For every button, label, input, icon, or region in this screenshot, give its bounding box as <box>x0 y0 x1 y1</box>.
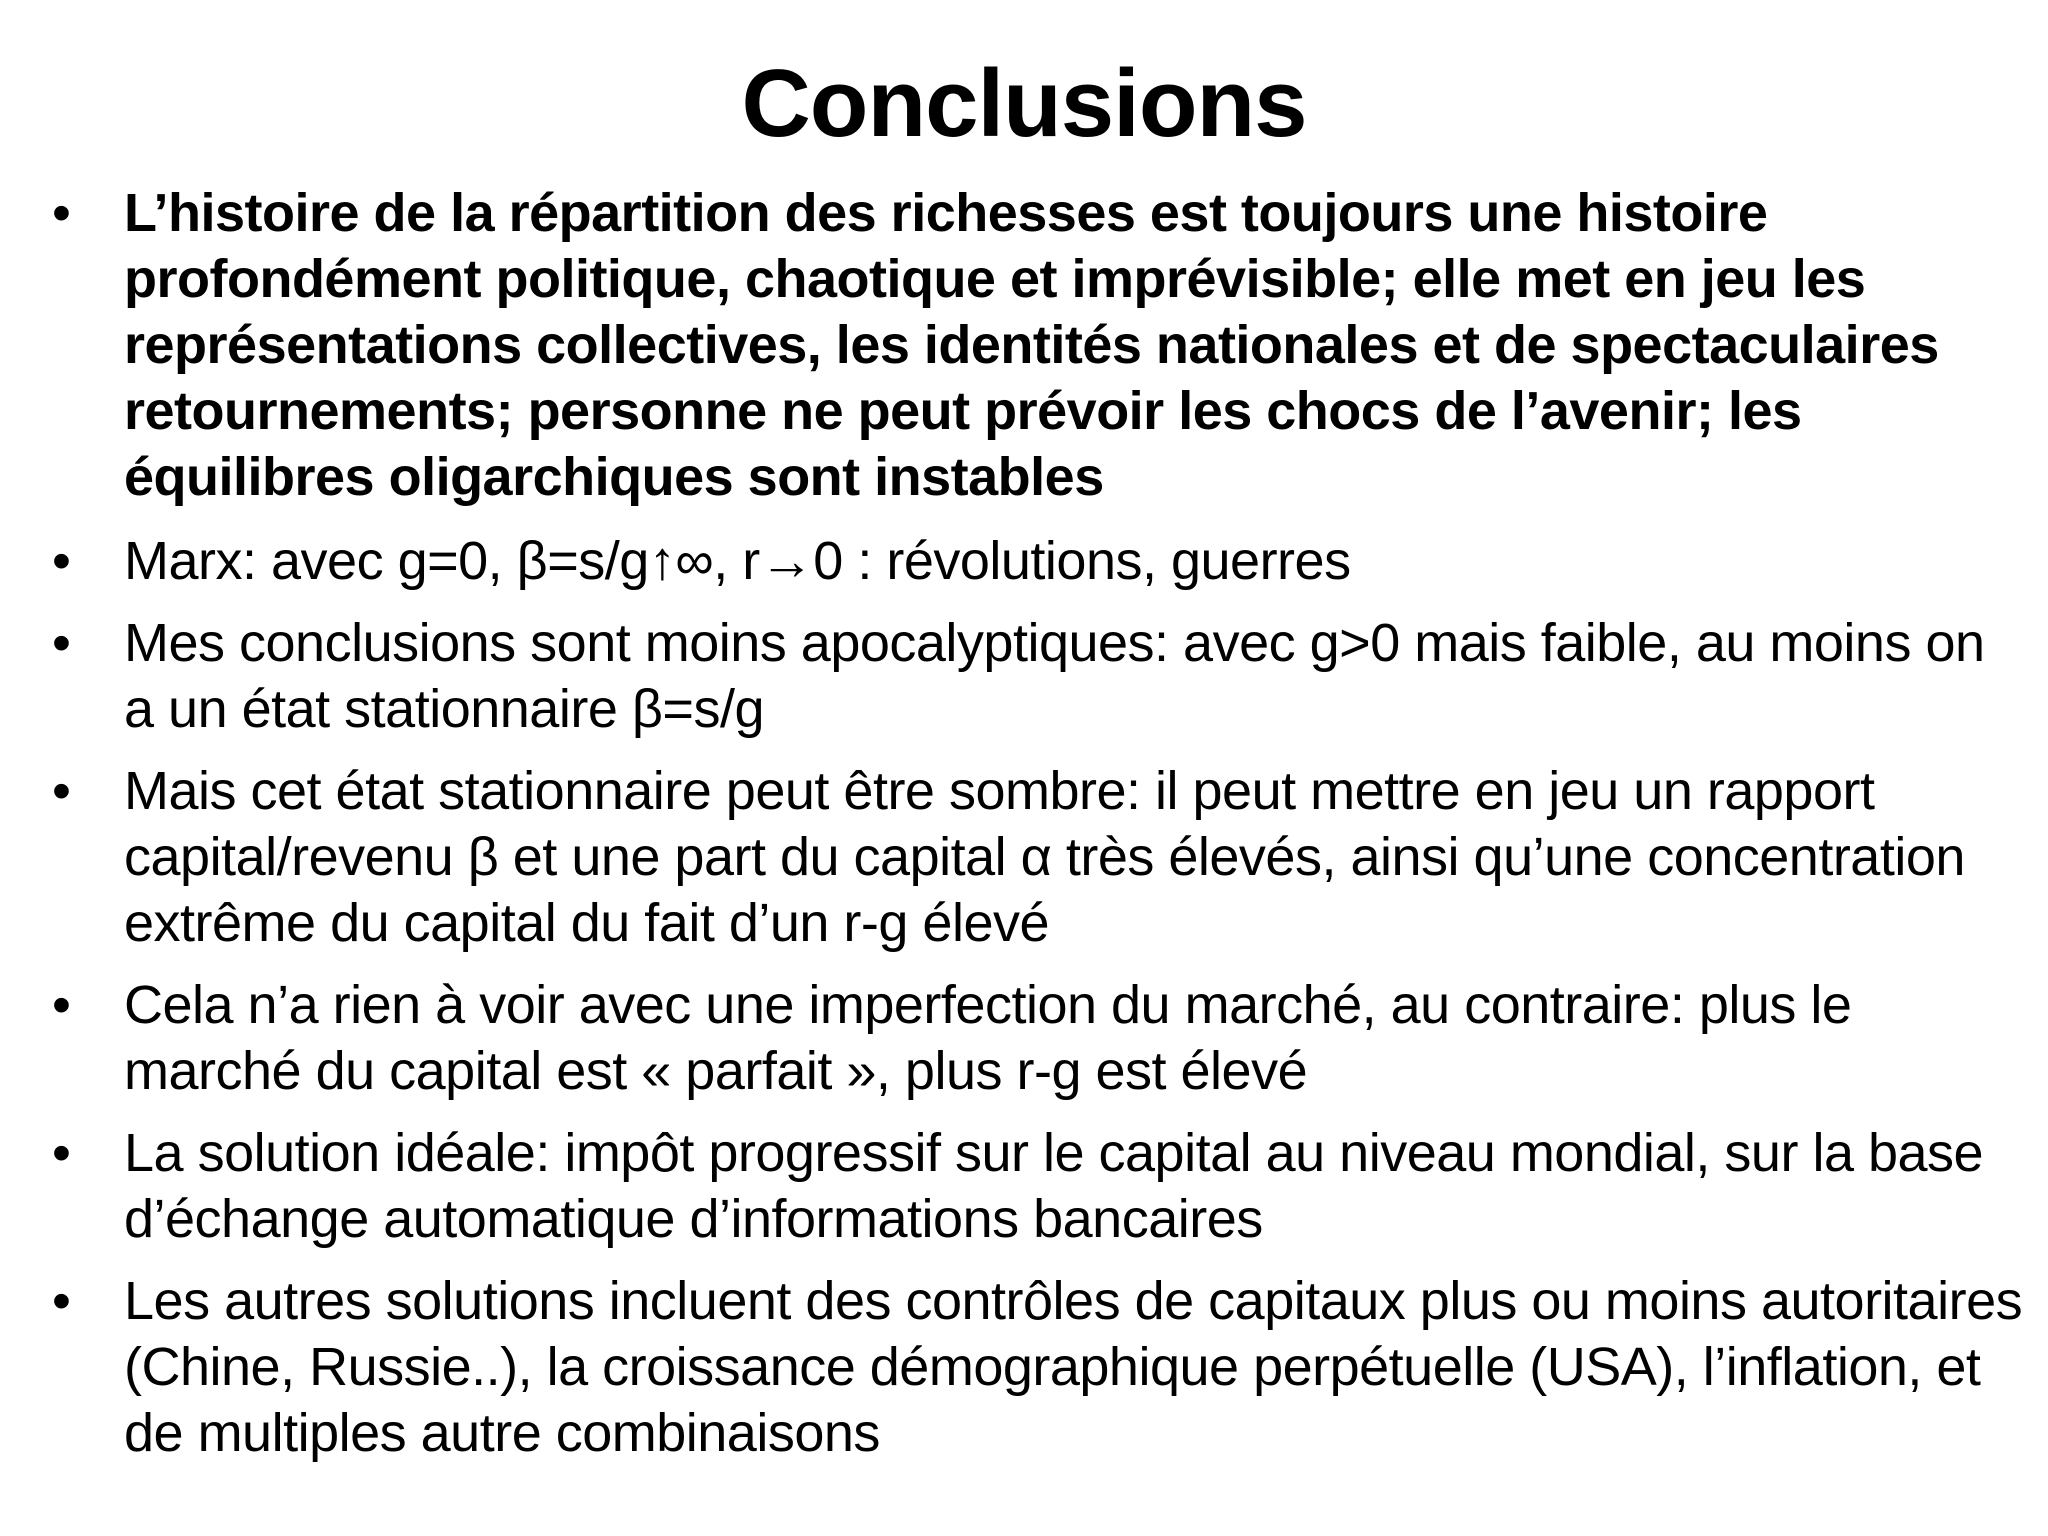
bullet-item <box>48 528 2028 594</box>
bullet-text: Marx: avec g=0, β=s/g↑∞, r→0 : révolutions, guerres <box>124 531 1351 591</box>
bullet-text: Les autres solutions incluent des contrôles de capitaux plus ou moins autoritaires (Chine, Russie..), la croissance démographique perpétuelle (USA), l’inflation, et de multiples autre combinaisons <box>124 1271 2023 1463</box>
bullet-icon: • <box>52 183 71 243</box>
bullet-icon: • <box>52 1271 71 1331</box>
bullet-item <box>48 180 2028 510</box>
bullet-text: La solution idéale: impôt progressif sur le capital au niveau mondial, sur la base d’échange automatique d’informations bancaires <box>124 1123 1984 1249</box>
bullet-item <box>48 1268 2028 1466</box>
bullet-text: Mais cet état stationnaire peut être sombre: il peut mettre en jeu un rapport capital/revenu β et une part du capital α très élevés, ainsi qu’une concentration extrême du capital du fait d’un r-g élevé <box>124 761 1965 953</box>
bullet-text: Cela n’a rien à voir avec une imperfection du marché, au contraire: plus le marché du capital est « parfait », plus r-g est élevé <box>124 975 1852 1101</box>
bullet-item <box>48 1120 2028 1252</box>
bullet-icon: • <box>52 761 71 821</box>
bullet-list <box>48 180 2028 1482</box>
bullet-icon: • <box>52 531 71 591</box>
bullet-icon: • <box>52 1123 71 1183</box>
bullet-item <box>48 610 2028 742</box>
bullet-item <box>48 972 2028 1104</box>
bullet-text: Mes conclusions sont moins apocalyptiques: avec g>0 mais faible, au moins on a un état stationnaire β=s/g <box>124 613 1985 739</box>
bullet-icon: • <box>52 975 71 1035</box>
bullet-item <box>48 758 2028 956</box>
bullet-icon: • <box>52 613 71 673</box>
slide-title: Conclusions <box>741 50 1307 157</box>
bullet-text: L’histoire de la répartition des richesses est toujours une histoire profondément politique, chaotique et imprévisible; elle met en jeu les représentations collectives, les identités nationales et de spectaculaires retournements; personne ne peut prévoir les chocs de l’avenir; les équilibres oligarchiques sont instables <box>124 183 1939 507</box>
